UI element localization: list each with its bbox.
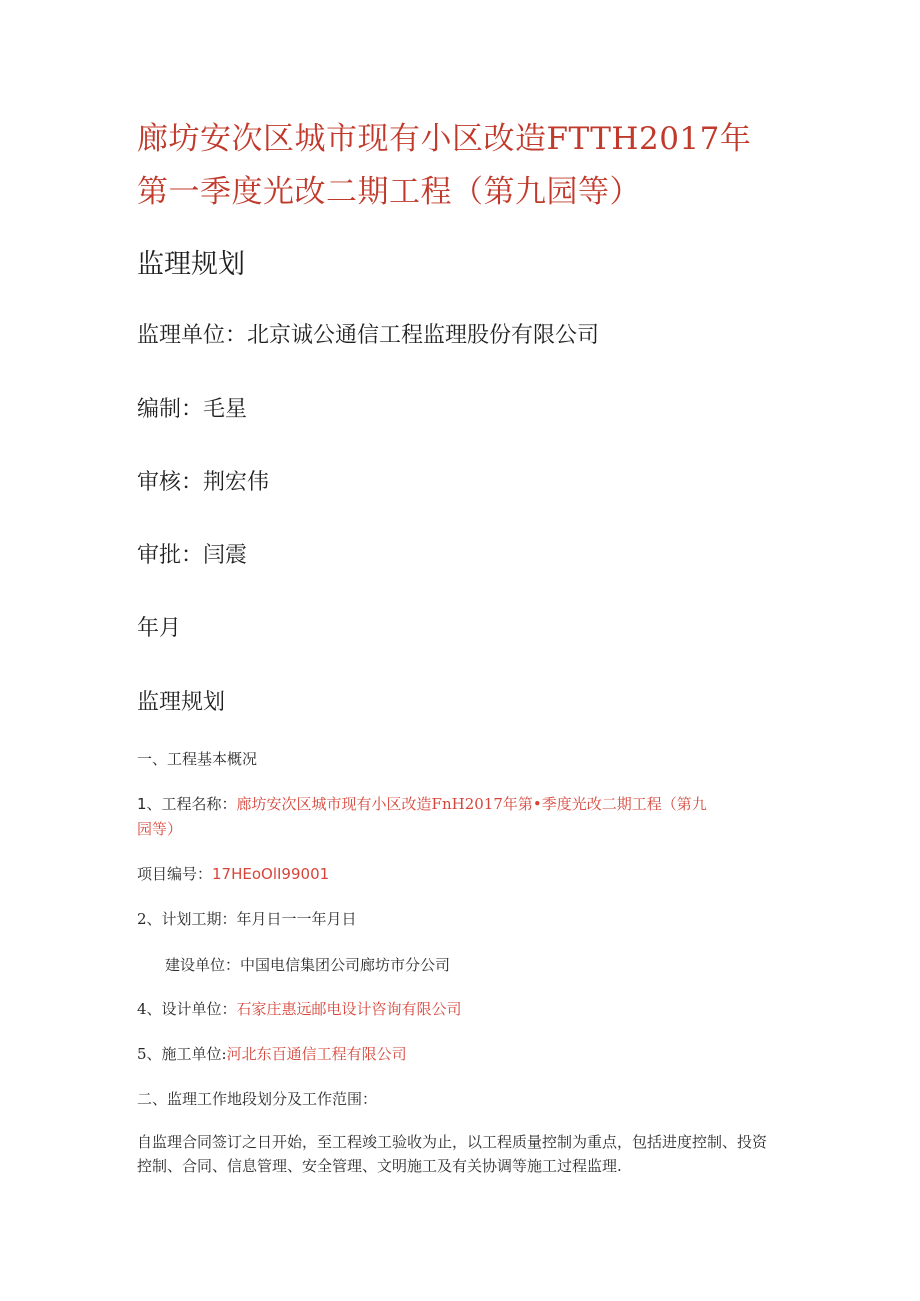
construction-owner: 建设单位：中国电信集团公司廊坊市分公司 <box>165 956 451 974</box>
construction-unit-label: 5、施工单位: <box>137 1045 227 1063</box>
design-unit-value: 石家庄惠远邮电设计咨询有限公司 <box>236 1000 462 1018</box>
reviewer <box>137 465 269 496</box>
compiler-value: 毛星 <box>203 397 248 422</box>
project-number-label: 项目编号： <box>137 865 213 883</box>
project-number-value: 17HEoOlI99001 <box>212 865 330 883</box>
planned-schedule: 2、计划工期：年月日一一年月日 <box>137 910 357 928</box>
reviewer-value: 荆宏伟 <box>203 470 270 495</box>
section-2-title: 二、监理工作地段划分及工作范围： <box>137 1090 378 1108</box>
reviewer-label: 审核： <box>137 470 204 495</box>
cover-doc-type: 监理规划 <box>137 249 245 280</box>
approver-label: 审批： <box>137 543 204 568</box>
compiler <box>137 392 247 423</box>
compiler-label: 编制： <box>137 397 204 422</box>
project-name-label: 1、工程名称： <box>137 795 237 813</box>
approver <box>137 538 247 569</box>
approver-value: 闫震 <box>203 543 248 568</box>
supervision-unit-label: 监理单位： <box>137 323 248 348</box>
cover-date: 年月 <box>137 616 182 641</box>
design-unit-label: 4、设计单位： <box>137 1000 237 1018</box>
project-name <box>137 793 707 814</box>
body-heading: 监理规划 <box>137 690 226 715</box>
supervision-unit <box>137 318 599 349</box>
document-title-line-1: 廊坊安次区城市现有小区改造FTTH2017年 <box>137 121 752 157</box>
section-1-title: 一、工程基本概况 <box>137 750 258 768</box>
design-unit <box>137 998 462 1019</box>
project-name-value-continued: 园等） <box>137 820 183 838</box>
supervision-unit-value: 北京诚公通信工程监理股份有限公司 <box>247 323 600 348</box>
construction-unit <box>137 1043 407 1064</box>
project-number <box>137 863 329 884</box>
document-title-line-2: 第一季度光改二期工程（第九园等） <box>137 174 641 210</box>
construction-unit-value: 河北东百通信工程有限公司 <box>226 1045 407 1063</box>
project-name-value: 廊坊安次区城市现有小区改造FnH2017年第•季度光改二期工程（第九 <box>236 795 707 813</box>
section-2-paragraph: 自监理合同签订之日开始，至工程竣工验收为止，以工程质量控制为重点，包括进度控制、投资控制、合同、信息管理、安全管理、文明施工及有关协调等施工过程监理. <box>137 1133 768 1175</box>
